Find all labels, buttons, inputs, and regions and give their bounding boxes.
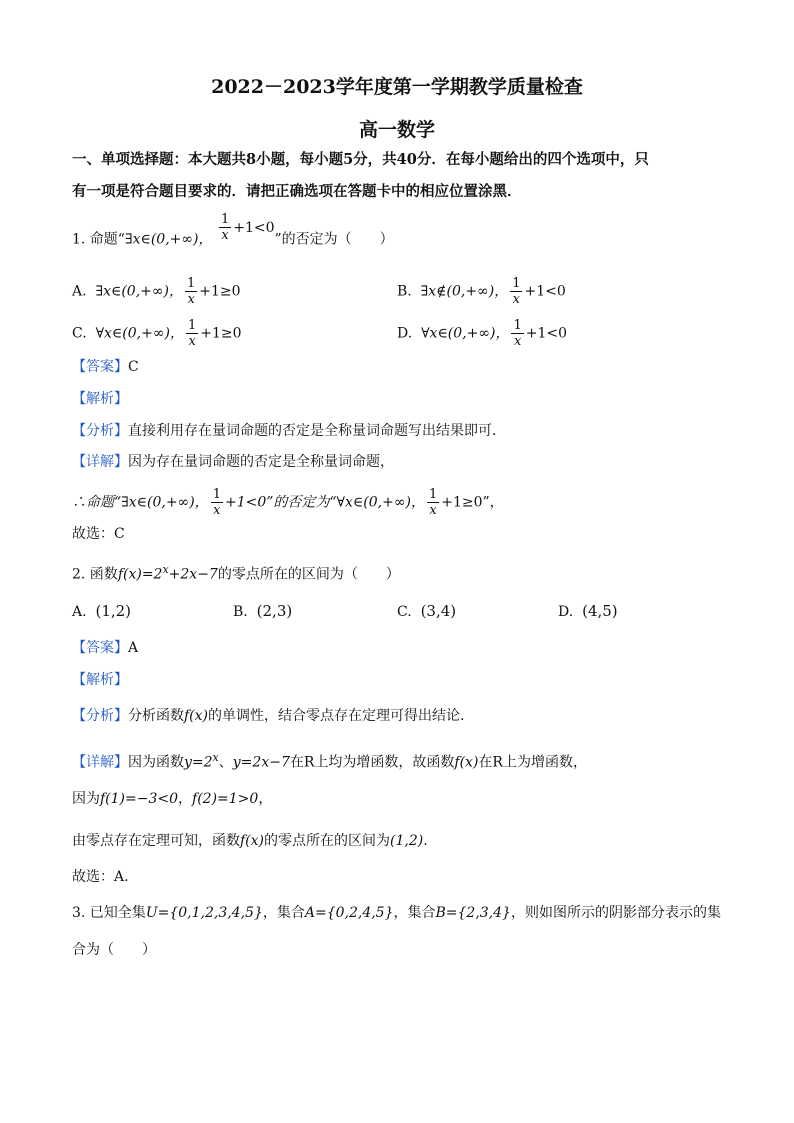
q1-xiangjie: 【详解】因为存在量词命题的否定是全称量词命题， xyxy=(72,454,394,470)
q1-stem-ineq: +1<0 xyxy=(233,219,275,236)
q1-negation-line: ∴命题“∃x∈(0,+∞)， $\frac{1}{x}$ +1<0”的否定为“∀x∈(0,+∞)， $\frac{1}{x}$ +1≥0”， xyxy=(72,487,504,518)
q2-answer: 【答案】A xyxy=(72,640,139,656)
q2-xiangjie-line2: 因为f(1)=−3<0，f(2)=1>0， xyxy=(72,791,273,807)
q1-stem-exists: ∃x∈(0,+∞)， xyxy=(124,231,213,248)
section-instruction-line1: 一、单项选择题：本大题共8小题，每小题5分，共40分．在每小题给出的四个选项中，只 xyxy=(72,151,649,168)
q1-choose: 故选：C xyxy=(72,526,125,542)
q3-stem-line2: 合为（ ） xyxy=(72,942,156,958)
q1-option-a: A. ∃x∈(0,+∞)， $\frac{1}{x}$ +1≥0 xyxy=(72,276,241,307)
exam-subject: 高一数学 xyxy=(358,119,435,141)
q1-stem-prefix: 1. 命题“ xyxy=(72,231,125,248)
q2-choose: 故选：A. xyxy=(72,869,129,885)
q1-fenxi: 【分析】直接利用存在量词命题的否定是全称量词命题写出结果即可． xyxy=(72,423,506,439)
exam-title: 2022－2023学年度第一学期教学质量检查 xyxy=(211,76,583,98)
q2-option-c: C. (3,4) xyxy=(397,602,457,620)
q1-option-b: B. ∃x∉(0,+∞)， $\frac{1}{x}$ +1<0 xyxy=(397,276,566,307)
q2-option-b: B. (2,3) xyxy=(233,602,293,620)
q2-option-a: A. (1,2) xyxy=(72,602,132,620)
q2-stem: 2. 函数$f(x)=2^x+2x-7$的零点所在的区间为（ ） xyxy=(72,563,400,583)
q2-option-d: D. (4,5) xyxy=(558,602,618,620)
q1-stem xyxy=(72,212,394,255)
q1-option-c: C. ∀x∈(0,+∞)， $\frac{1}{x}$ +1≥0 xyxy=(72,318,242,349)
q1-answer: 【答案】C xyxy=(72,359,139,375)
q2-jiexi: 【解析】 xyxy=(72,672,128,688)
section-instruction-line2: 有一项是符合题目要求的．请把正确选项在答题卡中的相应位置涂黑． xyxy=(72,183,522,200)
q1-stem-fraction: $\frac{1}{x}$ xyxy=(220,212,230,243)
q2-xiangjie-line1: 【详解】因为函数$y=2^x$、y=2x−7在R上均为增函数，故函数f(x)在R上为增函数， xyxy=(72,751,587,771)
q3-stem-line1: 3. 已知全集U={0,1,2,3,4,5}，集合A={0,2,4,5}，集合B={2,3,4}，则如图所示的阴影部分表示的集 xyxy=(72,905,721,921)
q2-xiangjie-line3: 由零点存在定理可知，函数f(x)的零点所在的区间为(1,2). xyxy=(72,833,428,849)
q2-fenxi: 【分析】分析函数f(x)的单调性，结合零点存在定理可得出结论. xyxy=(72,708,465,724)
q1-jiexi: 【解析】 xyxy=(72,391,128,407)
q1-option-d: D. ∀x∈(0,+∞)， $\frac{1}{x}$ +1<0 xyxy=(397,318,568,349)
q1-stem-suffix: ”的否定为（ ） xyxy=(274,231,394,248)
